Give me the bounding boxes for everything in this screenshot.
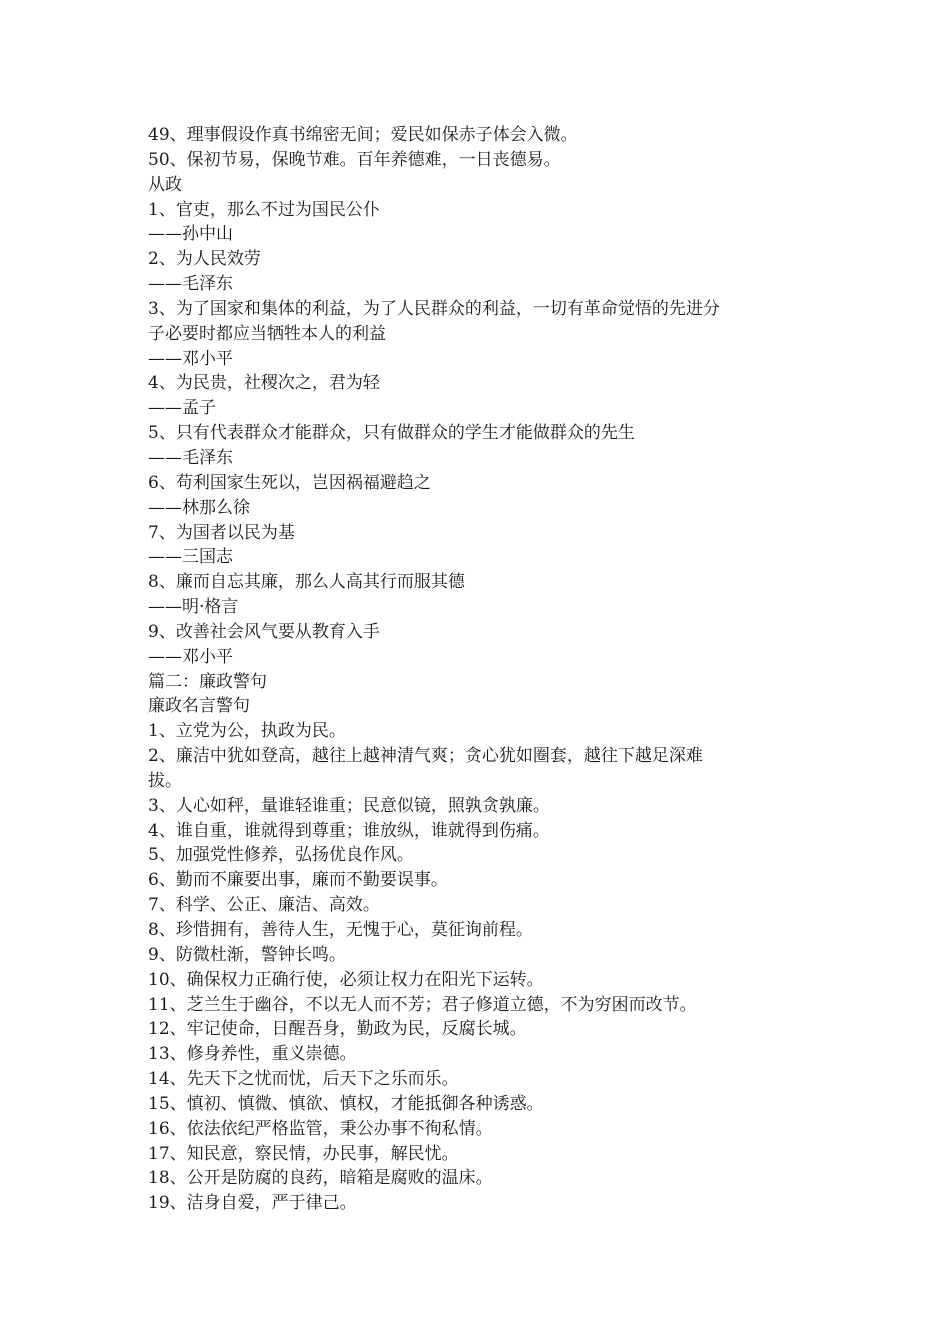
text-line: 19、洁身自爱，严于律己。: [148, 1193, 357, 1214]
text-line: ——邓小平: [148, 646, 233, 667]
text-line: 3、为了国家和集体的利益，为了人民群众的利益，一切有革命觉悟的先进分: [148, 298, 720, 319]
text-line: ——孟子: [148, 398, 216, 419]
text-line: 子必要时都应当牺牲本人的利益: [148, 323, 386, 344]
text-line: 篇二：廉政警句: [148, 671, 267, 692]
text-line: ——三国志: [148, 547, 233, 568]
text-line: 9、防微杜渐，警钟长鸣。: [148, 944, 346, 965]
text-line: 拔。: [148, 770, 182, 791]
text-line: 2、为人民效劳: [148, 249, 261, 270]
text-line: 10、确保权力正确行使，必须让权力在阳光下运转。: [148, 969, 544, 990]
text-line: 4、为民贵，社稷次之，君为轻: [148, 373, 380, 394]
text-line: 6、勤而不廉要出事，廉而不勤要误事。: [148, 870, 448, 891]
text-line: ——明·格言: [148, 597, 239, 618]
text-line: ——孙中山: [148, 224, 233, 245]
text-line: 50、保初节易，保晚节难。百年养德难，一日丧德易。: [148, 149, 561, 170]
text-line: 1、官吏，那么不过为国民公仆: [148, 199, 380, 220]
text-line: 2、廉洁中犹如登高，越往上越神清气爽；贪心犹如圈套，越往下越足深难: [148, 746, 703, 767]
text-line: ——毛泽东: [148, 274, 233, 295]
text-line: 从政: [148, 174, 182, 195]
text-line: 1、立党为公，执政为民。: [148, 721, 346, 742]
text-line: 9、改善社会风气要从教育入手: [148, 621, 380, 642]
text-line: ——毛泽东: [148, 447, 233, 468]
text-line: 49、理事假设作真书绵密无间；爱民如保赤子体会入微。: [148, 125, 578, 145]
text-line: 7、为国者以民为基: [148, 522, 295, 543]
text-line: 13、修身养性，重义崇德。: [148, 1044, 357, 1065]
text-line: 18、公开是防腐的良药，暗箱是腐败的温床。: [148, 1168, 493, 1189]
text-line: 11、芝兰生于幽谷，不以无人而不芳；君子修道立德，不为穷困而改节。: [148, 994, 697, 1015]
text-line: 8、珍惜拥有，善待人生，无愧于心，莫征询前程。: [148, 920, 533, 940]
text-line: 5、只有代表群众才能群众，只有做群众的学生才能做群众的先生: [148, 423, 635, 444]
text-line: 廉政名言警句: [148, 696, 250, 717]
document-body: [148, 123, 798, 1216]
text-line: 15、慎初、慎微、慎欲、慎权，才能抵御各种诱惑。: [148, 1093, 544, 1114]
text-line: 17、知民意，察民情，办民事，解民忧。: [148, 1143, 459, 1164]
text-line: ——林那么徐: [148, 497, 250, 518]
text-line: ——邓小平: [148, 348, 233, 369]
text-line: 16、依法依纪严格监管，秉公办事不徇私情。: [148, 1118, 493, 1139]
text-line: 5、加强党性修养，弘扬优良作风。: [148, 845, 414, 866]
text-line: 6、苟利国家生死以，岂因祸福避趋之: [148, 472, 431, 493]
text-line: 7、科学、公正、廉洁、高效。: [148, 895, 380, 916]
text-line: 12、牢记使命，日醒吾身，勤政为民，反腐长城。: [148, 1019, 527, 1040]
text-line: 3、人心如秤，量谁轻谁重；民意似镜，照孰贪孰廉。: [148, 795, 550, 816]
text-line: 8、廉而自忘其廉，那么人高其行而服其德: [148, 572, 465, 593]
text-line: 14、先天下之忧而忧，后天下之乐而乐。: [148, 1069, 459, 1090]
text-line: 4、谁自重，谁就得到尊重；谁放纵，谁就得到伤痛。: [148, 820, 550, 841]
